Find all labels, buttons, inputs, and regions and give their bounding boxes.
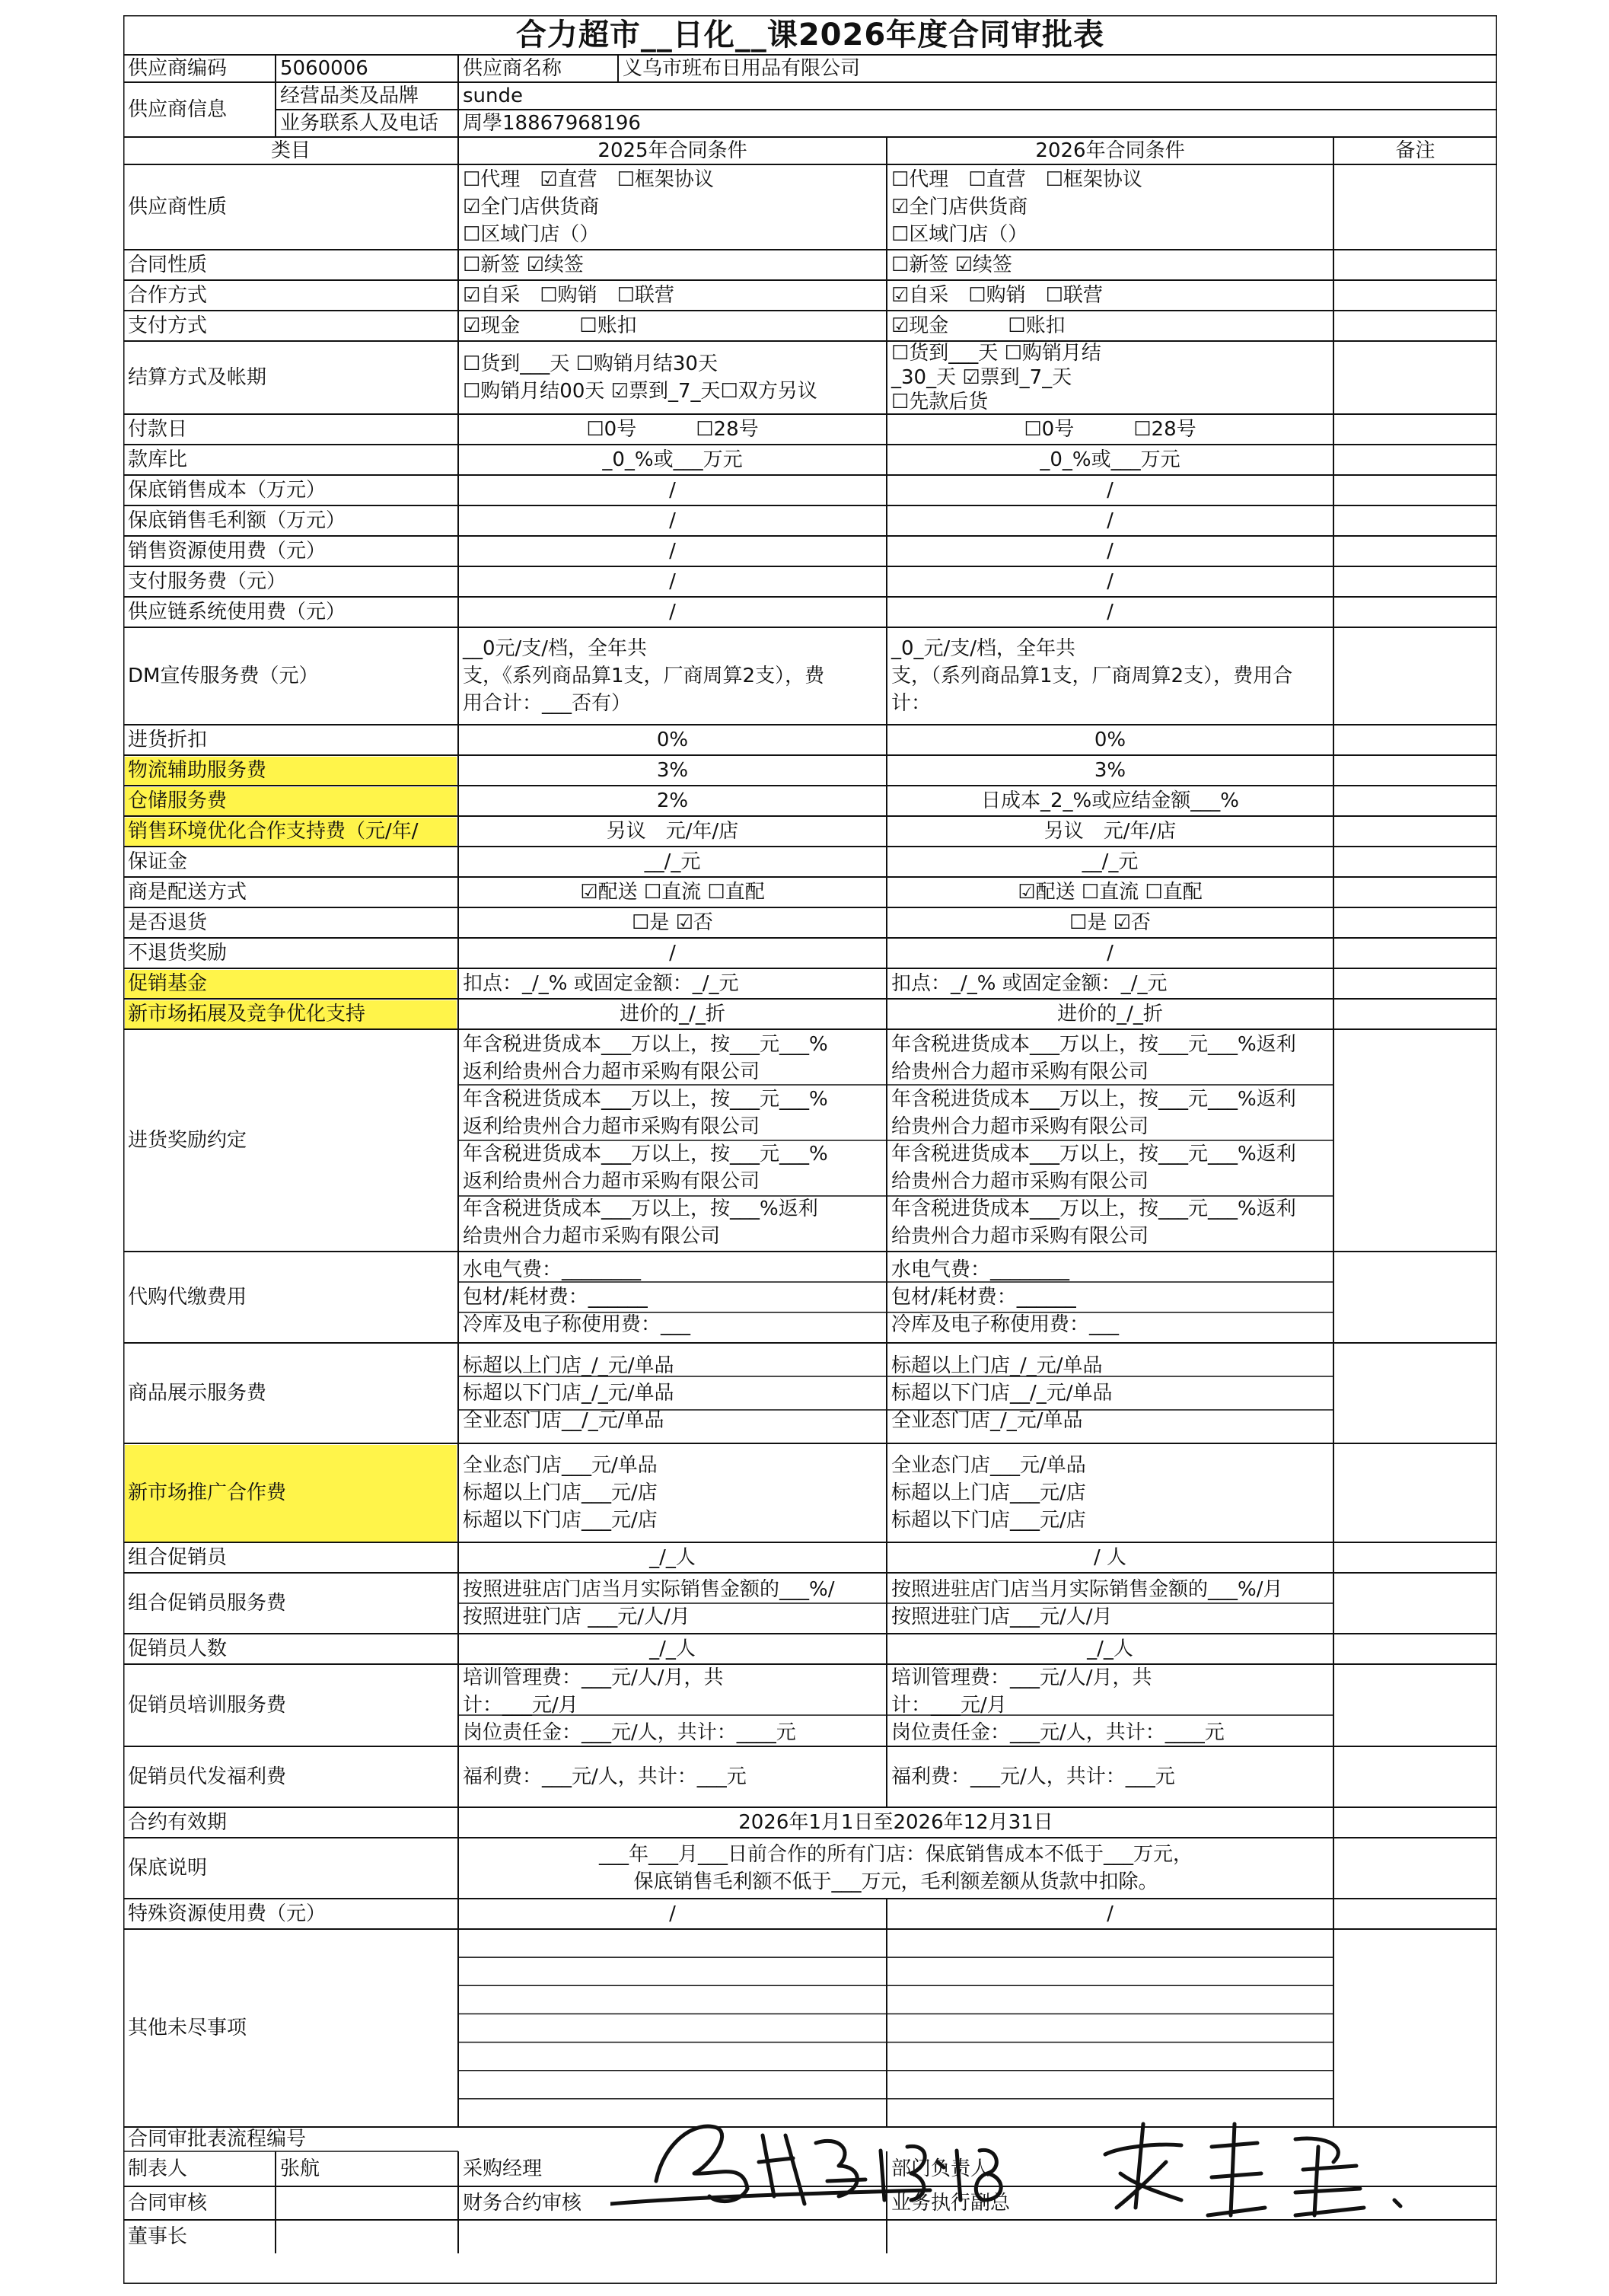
cell-2026: /: [1107, 601, 1114, 623]
cell-2026: ☑全门店供货商: [891, 196, 1028, 218]
cell-2025: 用合计：___否有）: [463, 692, 632, 715]
cell-2025: 标超以上门店___元/店: [463, 1481, 658, 1504]
cell-2026: 岗位责任金：___元/人，共计：____元: [891, 1721, 1225, 1744]
cell-2025: 2%: [656, 789, 689, 812]
row-label: 供应商性质: [128, 195, 228, 218]
cell-2025: ☐新签 ☑续签: [463, 254, 584, 276]
cell-2026: 水电气费：________: [891, 1258, 1070, 1281]
cell-2026: ☑现金 ☐账扣: [891, 314, 1066, 337]
cell-2025: 全业态门店__/_元/单品: [463, 1409, 664, 1432]
cell-2026: ☐代理 ☐直营 ☐框架协议: [891, 168, 1142, 191]
cell-2026: _/_人: [1087, 1637, 1133, 1660]
cell-2025: _/_人: [649, 1637, 696, 1660]
row-label: 结算方式及帐期: [128, 365, 267, 389]
cell-2025: ☑自采 ☐购销 ☐联营: [463, 284, 674, 307]
header-2025: 2025年合同条件: [597, 139, 747, 162]
row-label: 新市场拓展及竞争优化支持: [128, 1002, 366, 1025]
cell-2026: 按照进驻门店___元/人/月: [891, 1606, 1113, 1628]
row-label: 进货奖励约定: [128, 1128, 247, 1152]
cell-2026: 年含税进货成本___万以上，按___元___%返利: [891, 1088, 1296, 1111]
cell-2025: 标超以上门店_/_元/单品: [463, 1354, 674, 1377]
cell-2026: ☐新签 ☑续签: [891, 254, 1012, 276]
cell-2026: /: [1107, 509, 1114, 532]
cell-2025: 标超以下门店___元/店: [463, 1509, 658, 1532]
cell-2026: 给贵州合力超市采购有限公司: [891, 1170, 1149, 1193]
department-head-signature: [1075, 2101, 1470, 2223]
cell-2026: 计：: [891, 692, 932, 715]
row-label: 促销员代发福利费: [128, 1765, 287, 1788]
cell-2025: ☑现金 ☐账扣: [463, 314, 637, 337]
cell-2025: 福利费：___元/人，共计：___元: [463, 1765, 747, 1788]
cell-2025: 按照进驻店门店当月实际销售金额的___%/: [463, 1578, 835, 1601]
cell-2026: 给贵州合力超市采购有限公司: [891, 1060, 1149, 1083]
cell-2026: 标超以下门店___元/店: [891, 1509, 1086, 1532]
cell-2026: 标超以上门店___元/店: [891, 1481, 1086, 1504]
supplier-code-value: 5060006: [280, 56, 368, 80]
cell-2026: ☑自采 ☐购销 ☐联营: [891, 284, 1103, 307]
header-note: 备注: [1395, 139, 1435, 162]
cell-2026: 进价的_/_折: [1057, 1003, 1163, 1025]
row-label: 销售环境优化合作支持费（元/年/: [128, 819, 419, 843]
row-label: 支付方式: [128, 314, 208, 337]
row-label: 合约有效期: [128, 1810, 228, 1834]
cell-2026: /: [1107, 942, 1114, 965]
cell-2026: _30_天 ☑票到_7_天: [891, 366, 1072, 389]
cell-2026: 年含税进货成本___万以上，按___元___%返利: [891, 1143, 1296, 1166]
supplier-info-label: 供应商信息: [128, 97, 228, 121]
row-label: 新市场推广合作费: [128, 1481, 287, 1504]
cell-2026: 标超以上门店_/_元/单品: [891, 1354, 1103, 1377]
cell-2026: ☐0号 ☐28号: [1024, 418, 1196, 441]
footer-label: 业务执行副总: [891, 2191, 1011, 2215]
row-label: 付款日: [128, 417, 188, 441]
cell-2025: 返利给贵州合力超市采购有限公司: [463, 1115, 760, 1138]
cell-2026: __/_元: [1082, 850, 1139, 873]
cell-2025: /: [669, 540, 676, 563]
row-label: 是否退货: [128, 910, 208, 934]
supplier-name-value: 义乌市班布日用品有限公司: [623, 56, 861, 80]
cell-2025: /: [669, 479, 676, 502]
cell-2026: /: [1107, 1902, 1114, 1925]
contract-approval-sheet: [123, 15, 1497, 2284]
row-label: 保底销售毛利额（万元）: [128, 509, 346, 532]
brand-value: sunde: [463, 84, 524, 107]
cell-2025: 0%: [656, 729, 689, 751]
cell-2025: 返利给贵州合力超市采购有限公司: [463, 1060, 760, 1083]
footer-label: 制表人: [128, 2157, 188, 2180]
cell-2025: _/_人: [649, 1546, 696, 1569]
row-label: 保底销售成本（万元）: [128, 478, 327, 502]
row-label: 不退货奖励: [128, 941, 228, 965]
cell-2026: ☐先款后货: [891, 391, 989, 413]
cell-2026: 年含税进货成本___万以上，按___元___%返利: [891, 1033, 1296, 1056]
cell-2026: 福利费：___元/人，共计：___元: [891, 1765, 1175, 1788]
cell-2025: 培训管理费：___元/人/月，共: [463, 1666, 724, 1689]
row-label: 供应链系统使用费（元）: [128, 600, 346, 623]
supplier-name-label: 供应商名称: [463, 56, 562, 80]
cell-2025: /: [669, 570, 676, 593]
row-label: 组合促销员服务费: [128, 1591, 287, 1615]
cell-2025: _0_%或___万元: [602, 448, 743, 471]
cell-2025: ☐区域门店（）: [463, 223, 600, 246]
cell-2025: __0元/支/档，全年共: [463, 637, 648, 660]
cell-2026: 按照进驻店门店当月实际销售金额的___%/月: [891, 1578, 1283, 1601]
cell-2025: ☐货到___天 ☐购销月结30天: [463, 352, 718, 375]
row-label: 支付服务费（元）: [128, 569, 287, 593]
cell-2026: 全业态门店___元/单品: [891, 1454, 1086, 1477]
cell-2026: 给贵州合力超市采购有限公司: [891, 1115, 1149, 1138]
footer-label: 合同审核: [128, 2191, 208, 2215]
cell-2026: 年含税进货成本___万以上，按___元___%返利: [891, 1197, 1296, 1220]
cell-2025: 支，《系列商品算1支，厂商周算2支），费: [463, 665, 825, 687]
purchase-manager-signature: [610, 2090, 1037, 2219]
row-label: 商是配送方式: [128, 880, 247, 904]
cell-2026: 计：___元/月: [891, 1694, 1007, 1717]
row-label: 合作方式: [128, 283, 208, 307]
cell-2025: 返利给贵州合力超市采购有限公司: [463, 1170, 760, 1193]
cell-2026: ☐货到___天 ☐购销月结: [891, 342, 1101, 365]
cell-2025: /: [669, 601, 676, 623]
cell-2026: 培训管理费：___元/人/月，共: [891, 1666, 1152, 1689]
row-label: 其他未尽事项: [128, 2016, 247, 2039]
cell-2026: / 人: [1093, 1546, 1127, 1569]
cell-2025: 进价的_/_折: [620, 1003, 725, 1025]
cell-2025: 按照进驻门店 ___元/人/月: [463, 1606, 690, 1628]
cell-2025: ☐购销月结00天 ☑票到_7_天☐双方另议: [463, 380, 817, 403]
row-label: 促销基金: [128, 971, 208, 995]
row-label: 促销员人数: [128, 1637, 228, 1660]
cell-2026: _0_%或___万元: [1040, 448, 1180, 471]
cell-2025: 给贵州合力超市采购有限公司: [463, 1225, 721, 1248]
cell-2026: ☐是 ☑否: [1069, 911, 1151, 934]
row-span-text: ___年___月___日前合作的所有门店：保底销售成本不低于___万元，: [598, 1843, 1193, 1866]
footer-label: 部门负责人: [891, 2157, 991, 2180]
cell-2026: /: [1107, 540, 1114, 563]
cell-2025: /: [669, 942, 676, 965]
cell-2026: 支，（系列商品算1支，厂商周算2支），费用合: [891, 665, 1293, 687]
cell-2025: 全业态门店___元/单品: [463, 1454, 658, 1477]
cell-2025: __/_元: [644, 850, 701, 873]
cell-2026: _0_元/支/档，全年共: [891, 637, 1076, 660]
footer-label: 财务合约审核: [463, 2191, 582, 2215]
row-label: DM宣传服务费（元）: [128, 664, 319, 687]
cell-2025: ☐代理 ☑直营 ☐框架协议: [463, 168, 714, 191]
cell-2025: 包材/耗材费：______: [463, 1286, 648, 1309]
row-label: 合同性质: [128, 253, 208, 276]
brand-label: 经营品类及品牌: [280, 84, 419, 107]
cell-2026: 日成本_2_%或应结金额___%: [981, 789, 1239, 812]
cell-2025: 年含税进货成本___万以上，按___元___%: [463, 1143, 828, 1166]
cell-2025: 扣点：_/_% 或固定金额：_/_元: [463, 972, 739, 995]
cell-2026: ☐区域门店（）: [891, 223, 1028, 246]
cell-2026: 冷库及电子称使用费：___: [891, 1313, 1120, 1336]
cell-2025: 标超以下门店_/_元/单品: [463, 1382, 674, 1405]
cell-2026: 另议 元/年/店: [1043, 820, 1177, 843]
cell-2026: ☑配送 ☐直流 ☐直配: [1018, 881, 1203, 904]
row-label: 物流辅助服务费: [128, 758, 267, 782]
supplier-code-label: 供应商编码: [128, 56, 228, 80]
cell-2025: 水电气费：________: [463, 1258, 642, 1281]
cell-2025: 计：___元/月: [463, 1694, 578, 1717]
cell-2025: /: [669, 1902, 676, 1925]
row-label: 特殊资源使用费（元）: [128, 1902, 327, 1925]
row-span-text: 保底销售毛利额不低于___万元，毛利额差额从货款中扣除。: [633, 1870, 1158, 1893]
cell-2026: /: [1107, 570, 1114, 593]
cell-2025: 冷库及电子称使用费：___: [463, 1313, 691, 1336]
row-span-text: 2026年1月1日至2026年12月31日: [738, 1811, 1053, 1834]
cell-2025: ☐是 ☑否: [632, 911, 713, 934]
header-2026: 2026年合同条件: [1035, 139, 1185, 162]
row-label: 保底说明: [128, 1856, 208, 1880]
row-label: 保证金: [128, 850, 188, 873]
flow-number-label: 合同审批表流程编号: [128, 2127, 307, 2151]
cell-2025: 3%: [656, 759, 689, 782]
cell-2025: 另议 元/年/店: [606, 820, 739, 843]
row-label: 代购代缴费用: [128, 1285, 247, 1309]
row-label: 商品展示服务费: [128, 1381, 267, 1405]
cell-2025: ☑全门店供货商: [463, 196, 600, 218]
row-label: 款库比: [128, 448, 188, 471]
row-label: 进货折扣: [128, 728, 208, 751]
footer-label: 董事长: [128, 2224, 188, 2248]
cell-2025: 年含税进货成本___万以上，按___元___%: [463, 1088, 828, 1111]
cell-2026: 扣点：_/_% 或固定金额：_/_元: [891, 972, 1168, 995]
cell-2025: 年含税进货成本___万以上，按___%返利: [463, 1197, 818, 1220]
row-label: 组合促销员: [128, 1545, 228, 1569]
row-label: 促销员培训服务费: [128, 1693, 287, 1717]
contact-value: 周學18867968196: [463, 111, 641, 135]
cell-2026: 给贵州合力超市采购有限公司: [891, 1225, 1149, 1248]
cell-2026: 全业态门店_/_元/单品: [891, 1409, 1083, 1432]
cell-2026: /: [1107, 479, 1114, 502]
cell-2026: 包材/耗材费：______: [891, 1286, 1076, 1309]
cell-2026: 标超以下门店__/_元/单品: [891, 1382, 1113, 1405]
form-title: 合力超市__日化__课2026年度合同审批表: [515, 18, 1105, 53]
cell-2025: 年含税进货成本___万以上，按___元___%: [463, 1033, 828, 1056]
cell-2025: ☑配送 ☐直流 ☐直配: [580, 881, 765, 904]
contact-label: 业务联系人及电话: [280, 111, 439, 135]
footer-value: 张航: [280, 2157, 320, 2180]
cell-2025: 岗位责任金：___元/人，共计：____元: [463, 1721, 796, 1744]
row-label: 销售资源使用费（元）: [128, 539, 327, 563]
cell-2026: 3%: [1094, 759, 1126, 782]
row-label: 仓储服务费: [128, 789, 228, 812]
cell-2026: 0%: [1094, 729, 1126, 751]
header-category: 类目: [270, 139, 311, 162]
cell-2025: /: [669, 509, 676, 532]
footer-label: 采购经理: [463, 2157, 543, 2180]
cell-2025: ☐0号 ☐28号: [586, 418, 759, 441]
